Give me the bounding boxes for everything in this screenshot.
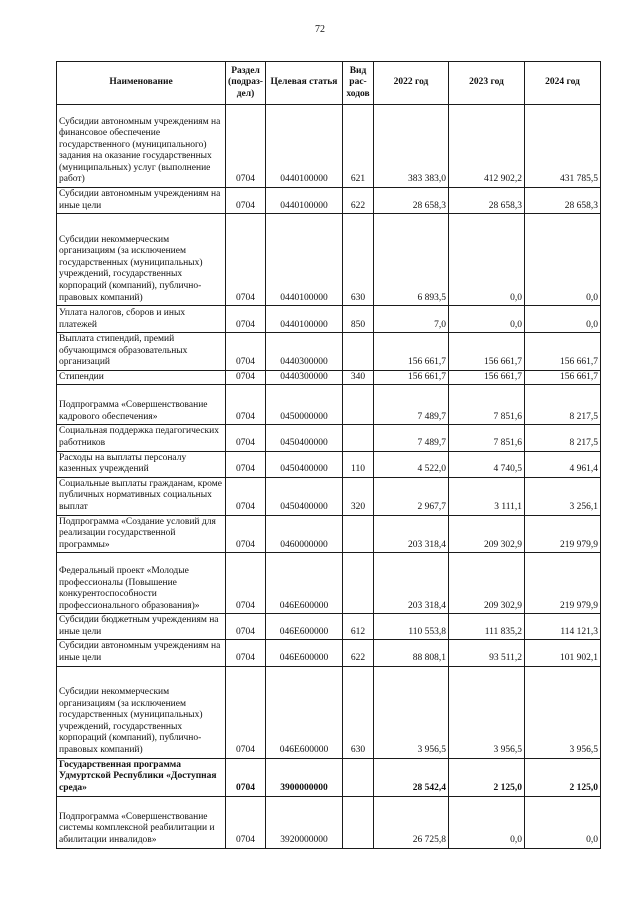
cell-expense-type: 621 [343,105,374,188]
cell-2023: 412 902,2 [449,105,525,188]
cell-2024: 0,0 [525,306,601,333]
cell-expense-type [343,425,374,451]
cell-target: 0460000000 [266,515,343,553]
cell-2022: 383 383,0 [374,105,449,188]
cell-2024: 156 661,7 [525,370,601,385]
cell-2024: 0,0 [525,214,601,306]
cell-2022: 7 489,7 [374,385,449,425]
cell-2023: 3 956,5 [449,666,525,758]
cell-section: 0704 [226,370,266,385]
cell-2023: 7 851,6 [449,425,525,451]
cell-expense-type [343,553,374,614]
cell-target: 0450400000 [266,425,343,451]
cell-2023: 209 302,9 [449,553,525,614]
cell-expense-type: 110 [343,451,374,477]
cell-2024: 156 661,7 [525,333,601,371]
cell-target: 0440100000 [266,105,343,188]
cell-2022: 2 967,7 [374,477,449,515]
cell-2023: 7 851,6 [449,385,525,425]
cell-expense-type: 850 [343,306,374,333]
cell-2022: 203 318,4 [374,515,449,553]
cell-name: Подпрограмма «Совершенствование системы комплексной реабилитации и абилитации инвалидов» [57,796,226,848]
cell-2024: 431 785,5 [525,105,601,188]
cell-2024: 28 658,3 [525,188,601,214]
table-row [57,614,601,640]
cell-section: 0704 [226,553,266,614]
cell-2022: 7 489,7 [374,425,449,451]
cell-expense-type: 630 [343,214,374,306]
cell-target: 0450400000 [266,451,343,477]
cell-expense-type: 612 [343,614,374,640]
cell-2022: 4 522,0 [374,451,449,477]
cell-section: 0704 [226,640,266,666]
cell-target: 0440100000 [266,214,343,306]
table-row [57,385,601,425]
cell-2024: 2 125,0 [525,758,601,796]
header-2023: 2023 год [449,62,525,105]
cell-2023: 209 302,9 [449,515,525,553]
cell-2024: 4 961,4 [525,451,601,477]
cell-2023: 0,0 [449,306,525,333]
cell-target: 0440100000 [266,188,343,214]
cell-2023: 111 835,2 [449,614,525,640]
cell-section: 0704 [226,614,266,640]
cell-target: 3920000000 [266,796,343,848]
cell-expense-type [343,758,374,796]
cell-target: 3900000000 [266,758,343,796]
header-expense-type: Вид рас-ходов [343,62,374,105]
cell-target: 0450000000 [266,385,343,425]
cell-expense-type [343,796,374,848]
table-row [57,188,601,214]
cell-2022: 110 553,8 [374,614,449,640]
cell-name: Уплата налогов, сборов и иных платежей [57,306,226,333]
cell-2023: 2 125,0 [449,758,525,796]
cell-2024: 114 121,3 [525,614,601,640]
cell-2022: 28 542,4 [374,758,449,796]
cell-name: Субсидии некоммерческим организациям (за исключением государственных (муниципальных) учреждений, государственных корпораций (компаний), публично-правовых компаний) [57,666,226,758]
table-row [57,451,601,477]
cell-section: 0704 [226,214,266,306]
cell-2024: 3 956,5 [525,666,601,758]
cell-2023: 4 740,5 [449,451,525,477]
cell-name: Стипендии [57,370,226,385]
cell-section: 0704 [226,515,266,553]
cell-name: Субсидии бюджетным учреждениям на иные цели [57,614,226,640]
cell-section: 0704 [226,451,266,477]
cell-2024: 219 979,9 [525,553,601,614]
cell-2023: 0,0 [449,796,525,848]
header-2022: 2022 год [374,62,449,105]
cell-section: 0704 [226,758,266,796]
cell-2024: 8 217,5 [525,425,601,451]
cell-name: Социальная поддержка педагогических работников [57,425,226,451]
cell-expense-type: 622 [343,640,374,666]
cell-2022: 88 808,1 [374,640,449,666]
cell-target: 0440300000 [266,370,343,385]
cell-expense-type: 622 [343,188,374,214]
cell-target: 046E600000 [266,553,343,614]
table-row [57,477,601,515]
table-row [57,370,601,385]
cell-expense-type: 320 [343,477,374,515]
table-body [57,105,601,849]
cell-name: Субсидии автономным учреждениям на иные цели [57,188,226,214]
cell-section: 0704 [226,188,266,214]
cell-2022: 26 725,8 [374,796,449,848]
header-section: Раздел (подраз-дел) [226,62,266,105]
cell-2022: 7,0 [374,306,449,333]
cell-section: 0704 [226,477,266,515]
cell-section: 0704 [226,306,266,333]
cell-name: Выплата стипендий, премий обучающимся образовательных организаций [57,333,226,371]
table-row [57,214,601,306]
cell-2022: 28 658,3 [374,188,449,214]
cell-section: 0704 [226,333,266,371]
cell-section: 0704 [226,425,266,451]
table-row [57,758,601,796]
cell-name: Социальные выплаты гражданам, кроме публичных нормативных социальных выплат [57,477,226,515]
header-target: Целевая статья [266,62,343,105]
cell-name: Подпрограмма «Совершенствование кадрового обеспечения» [57,385,226,425]
cell-name: Расходы на выплаты персоналу казенных учреждений [57,451,226,477]
table-row [57,553,601,614]
budget-table [56,61,601,849]
cell-name: Государственная программа Удмуртской Республики «Доступная среда» [57,758,226,796]
header-name: Наименование [57,62,226,105]
cell-section: 0704 [226,385,266,425]
cell-2023: 93 511,2 [449,640,525,666]
cell-2023: 156 661,7 [449,370,525,385]
cell-2023: 0,0 [449,214,525,306]
table-row [57,796,601,848]
table-row [57,666,601,758]
cell-name: Субсидии некоммерческим организациям (за исключением государственных (муниципальных) учреждений, государственных корпораций (компаний), публично-правовых компаний) [57,214,226,306]
cell-name: Субсидии автономным учреждениям на иные цели [57,640,226,666]
table-row [57,333,601,371]
cell-2022: 6 893,5 [374,214,449,306]
page-number: 72 [315,24,325,35]
cell-target: 0440300000 [266,333,343,371]
table-row [57,515,601,553]
table-row [57,306,601,333]
table-row [57,105,601,188]
table-header-row [57,62,601,105]
cell-2024: 3 256,1 [525,477,601,515]
cell-target: 046E600000 [266,640,343,666]
cell-2024: 8 217,5 [525,385,601,425]
cell-section: 0704 [226,666,266,758]
cell-target: 046E600000 [266,666,343,758]
cell-name: Подпрограмма «Создание условий для реализации государственной программы» [57,515,226,553]
cell-expense-type: 340 [343,370,374,385]
cell-2024: 101 902,1 [525,640,601,666]
cell-target: 0440100000 [266,306,343,333]
cell-section: 0704 [226,796,266,848]
cell-name: Субсидии автономным учреждениям на финансовое обеспечение государственного (муниципального) задания на оказание государственных (муниципальных) услуг (выполнение работ) [57,105,226,188]
cell-2023: 156 661,7 [449,333,525,371]
cell-section: 0704 [226,105,266,188]
cell-2022: 156 661,7 [374,370,449,385]
cell-2024: 0,0 [525,796,601,848]
cell-expense-type [343,385,374,425]
table-row [57,640,601,666]
cell-2023: 3 111,1 [449,477,525,515]
cell-2023: 28 658,3 [449,188,525,214]
header-2024: 2024 год [525,62,601,105]
cell-2024: 219 979,9 [525,515,601,553]
table-row [57,425,601,451]
cell-2022: 156 661,7 [374,333,449,371]
cell-expense-type: 630 [343,666,374,758]
cell-2022: 3 956,5 [374,666,449,758]
cell-2022: 203 318,4 [374,553,449,614]
cell-expense-type [343,333,374,371]
cell-name: Федеральный проект «Молодые профессионалы (Повышение конкурентоспособности профессионального образования)» [57,553,226,614]
cell-expense-type [343,515,374,553]
cell-target: 046E600000 [266,614,343,640]
cell-target: 0450400000 [266,477,343,515]
